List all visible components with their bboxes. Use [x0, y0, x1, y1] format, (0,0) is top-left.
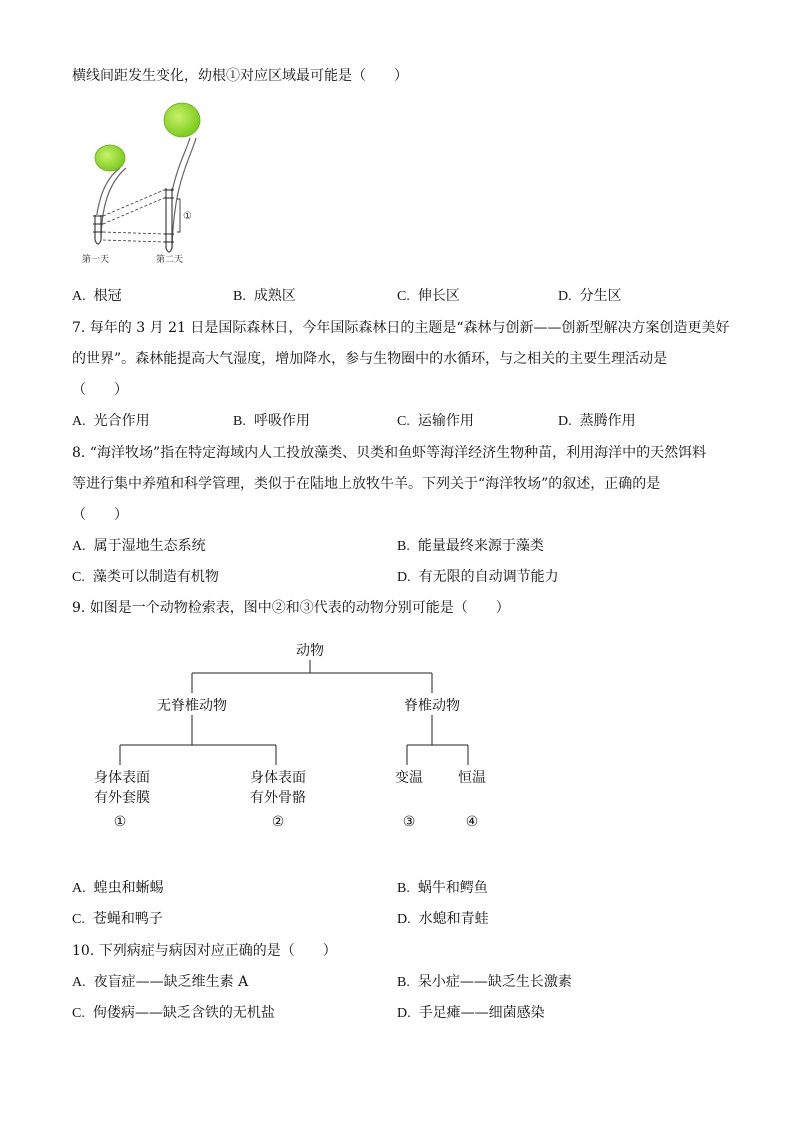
q9-option-d[interactable]: D. 水螅和青蛙 [397, 911, 489, 927]
q6-option-c[interactable]: C. 伸长区 [397, 288, 460, 304]
q9-option-c[interactable]: C. 苍蝇和鸭子 [72, 911, 163, 927]
day1-root-tip [95, 215, 101, 244]
q6-stem-tail: 横线间距发生变化，幼根①对应区域最可能是（ ） [72, 68, 408, 84]
day1-cotyledon [95, 145, 125, 171]
tree-num4: ④ [465, 814, 479, 830]
q8-stem-line3: （ ） [72, 507, 128, 523]
seedling-growth-figure [76, 98, 216, 268]
tree-vertebrate: 脊椎动物 [404, 698, 460, 714]
q10-option-a[interactable]: A. 夜盲症——缺乏维生素 A [72, 974, 249, 990]
q10-option-d[interactable]: D. 手足瘫——细菌感染 [397, 1005, 545, 1021]
q10-option-c[interactable]: C. 佝偻病——缺乏含铁的无机盐 [72, 1005, 275, 1021]
animal-key-diagram [80, 635, 520, 835]
q7-stem-line1: 7. 每年的 3 月 21 日是国际森林日，今年国际森林日的主题是“森林与创新——创新型解决方案创造更美好 [72, 320, 730, 336]
q8-stem-line1: 8. “海洋牧场”指在特定海域内人工投放藻类、贝类和鱼虾等海洋经济生物种苗，利用海洋中的天然饵料 [72, 445, 707, 461]
tree-leaf2-line2: 有外骨骼 [250, 790, 306, 806]
q9-option-a[interactable]: A. 蝗虫和蜥蜴 [72, 880, 164, 896]
q7-option-a[interactable]: A. 光合作用 [72, 413, 150, 429]
q7-option-c[interactable]: C. 运输作用 [397, 413, 474, 429]
q8-option-b[interactable]: B. 能量最终来源于藻类 [397, 538, 544, 554]
q9-stem: 9. 如图是一个动物检索表，图中②和③代表的动物分别可能是（ ） [72, 600, 510, 616]
q8-option-d[interactable]: D. 有无限的自动调节能力 [397, 569, 559, 585]
q6-option-a[interactable]: A. 根冠 [72, 288, 122, 304]
q10-stem: 10. 下列病症与病因对应正确的是（ ） [72, 943, 337, 959]
tree-invertebrate: 无脊椎动物 [157, 698, 227, 714]
q7-option-d[interactable]: D. 蒸腾作用 [558, 413, 636, 429]
day2-cotyledon [164, 103, 200, 137]
q6-option-d[interactable]: D. 分生区 [558, 288, 622, 304]
q7-stem-line3: （ ） [72, 382, 128, 398]
region-marker: ① [183, 211, 192, 222]
q9-option-b[interactable]: B. 蜗牛和鳄鱼 [397, 880, 488, 896]
day1-label: 第一天 [82, 255, 110, 265]
q8-option-c[interactable]: C. 藻类可以制造有机物 [72, 569, 219, 585]
q10-option-b[interactable]: B. 呆小症——缺乏生长激素 [397, 974, 572, 990]
region-bracket [177, 199, 180, 232]
q7-stem-line2: 的世界”。森林能提高大气湿度，增加降水，参与生物圈中的水循环，与之相关的主要生理活动是 [72, 351, 668, 367]
tree-leaf1-line2: 有外套膜 [94, 790, 150, 806]
tree-leaf1-line1: 身体表面 [94, 770, 150, 786]
tree-leaf2-line1: 身体表面 [250, 770, 306, 786]
tree-leaf3: 变温 [395, 770, 423, 786]
tree-leaf4: 恒温 [458, 770, 486, 786]
tree-num2: ② [271, 814, 285, 830]
q8-stem-line2: 等进行集中养殖和科学管理，类似于在陆地上放牧牛羊。下列关于“海洋牧场”的叙述，正确的是 [72, 476, 661, 492]
tree-root: 动物 [296, 643, 324, 659]
day2-label: 第二天 [156, 255, 184, 265]
q8-option-a[interactable]: A. 属于湿地生态系统 [72, 538, 206, 554]
q6-option-b[interactable]: B. 成熟区 [233, 288, 296, 304]
q7-option-b[interactable]: B. 呼吸作用 [233, 413, 310, 429]
tree-num1: ① [113, 814, 127, 830]
tree-num3: ③ [402, 814, 416, 830]
